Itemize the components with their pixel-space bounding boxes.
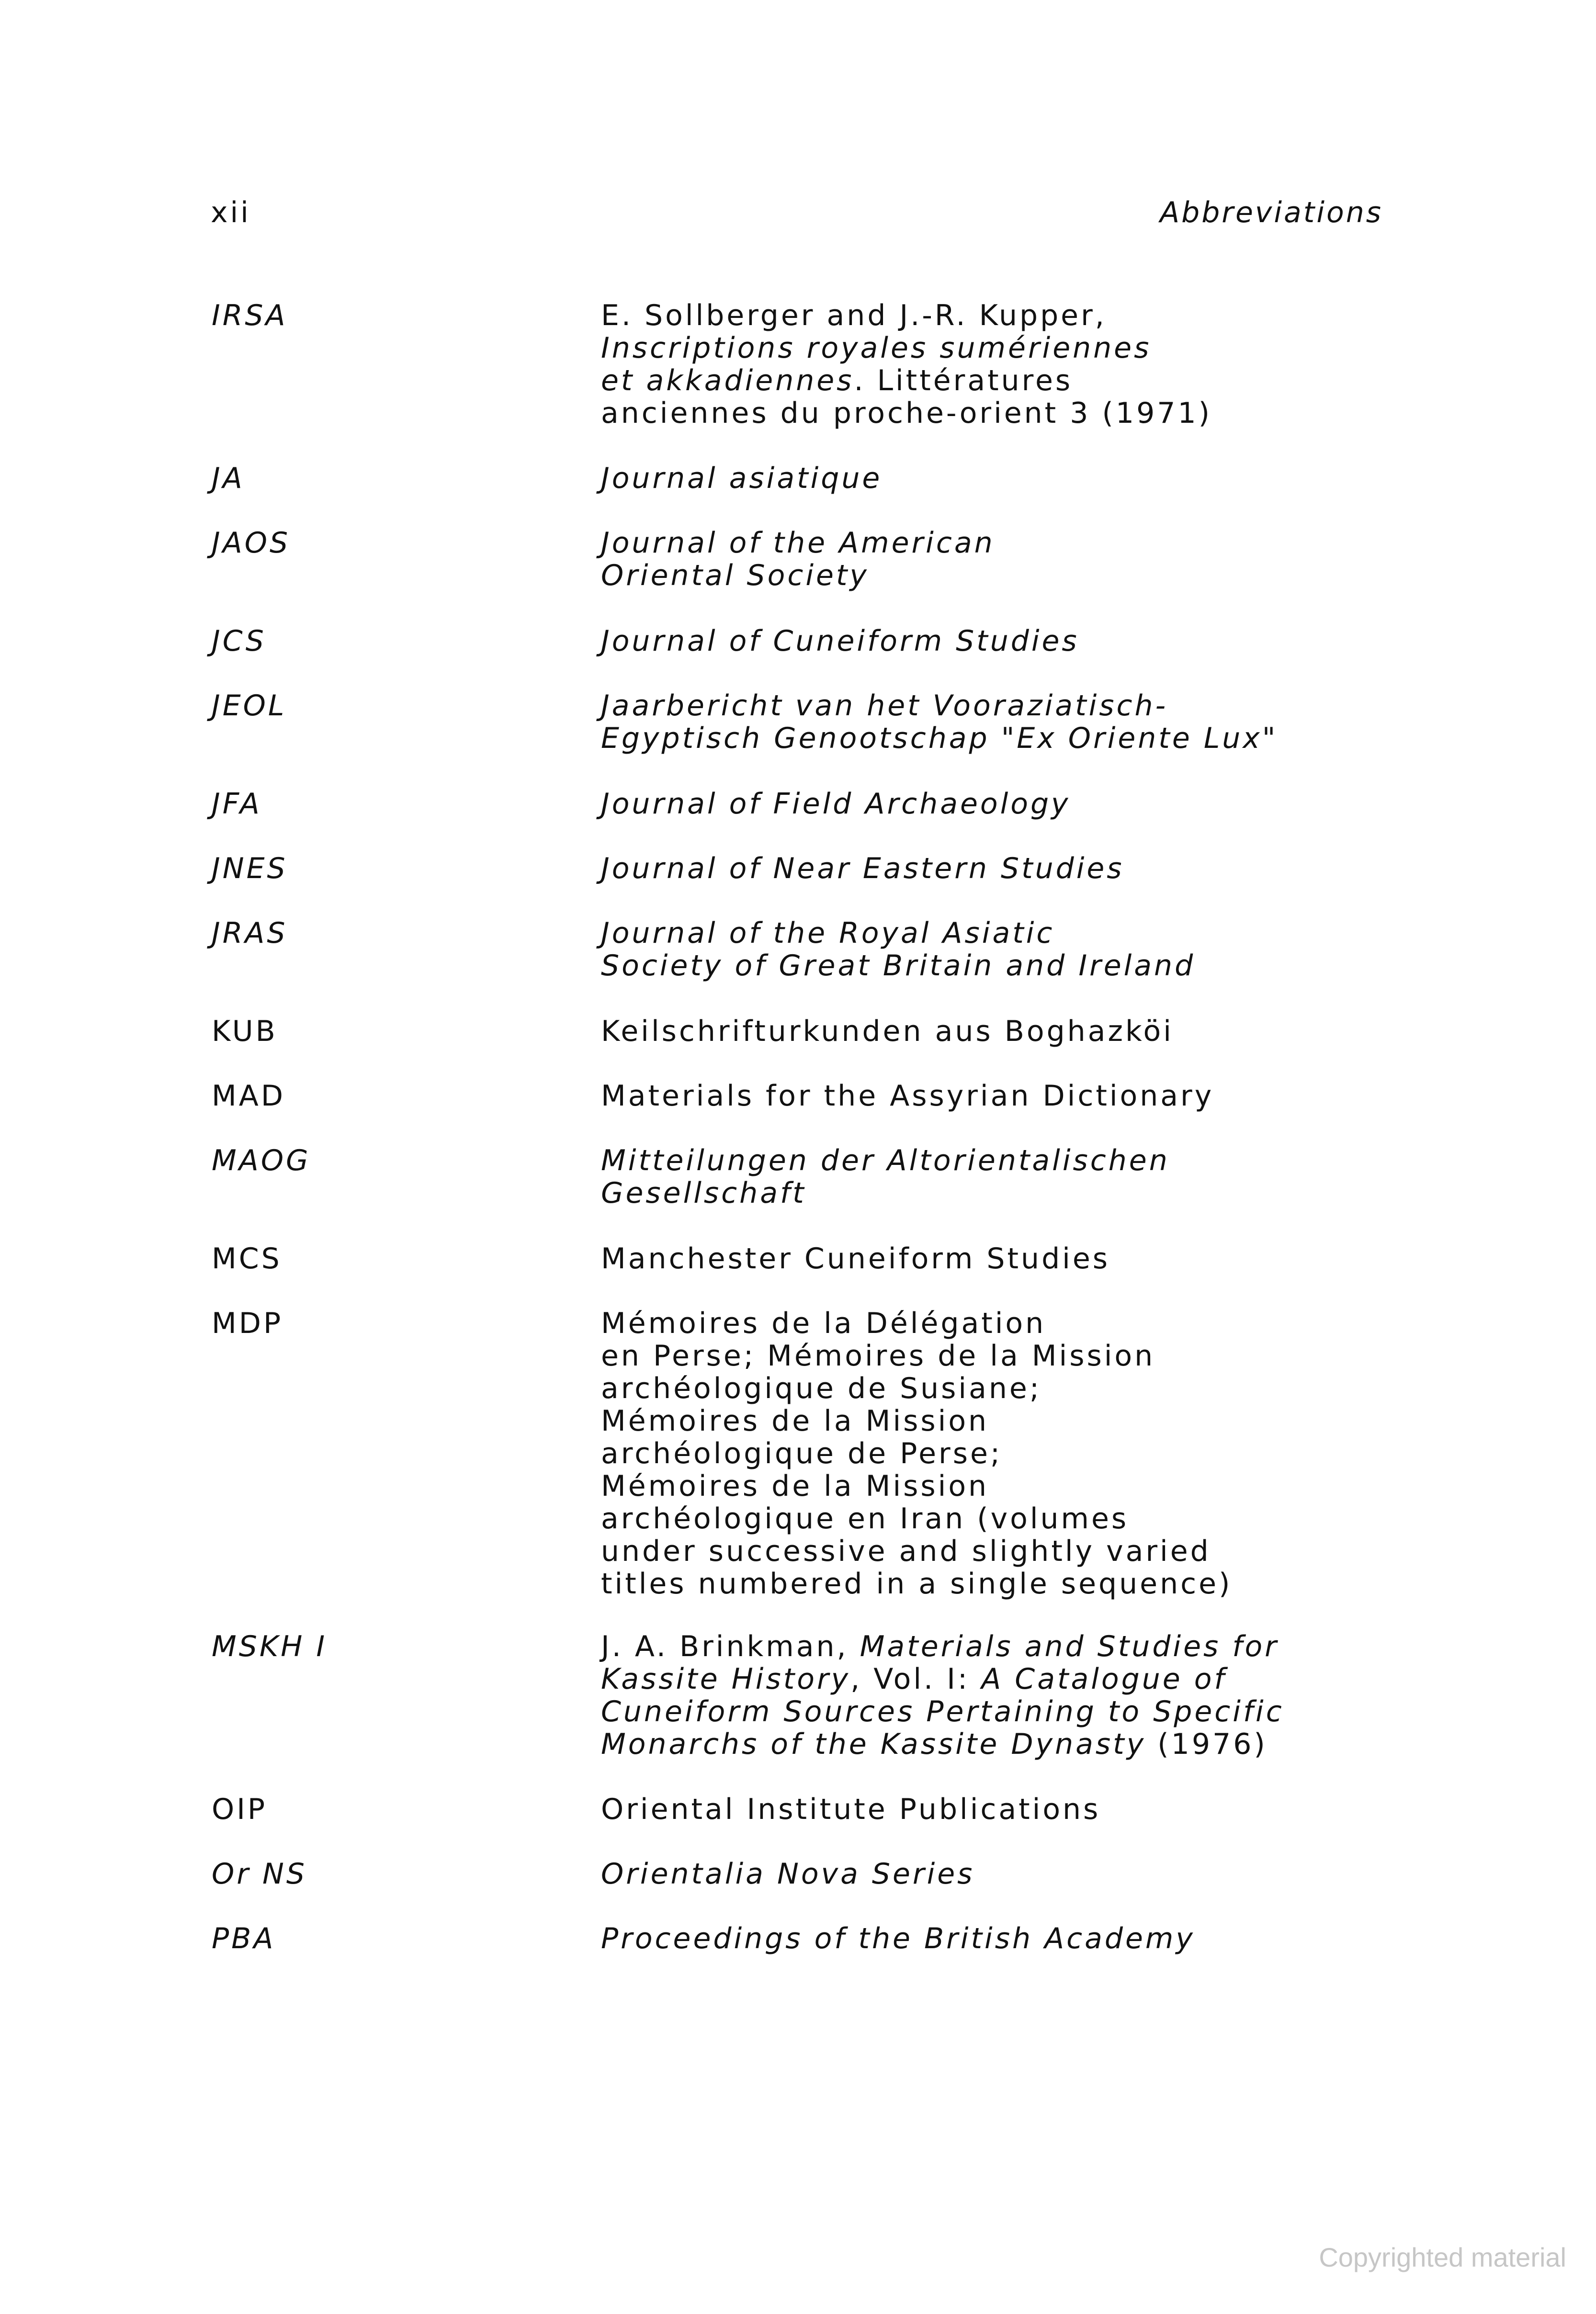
roman-text: Materials for the Assyrian Dictionary — [601, 1079, 1214, 1113]
abbreviation-term: JNES — [212, 852, 288, 885]
abbreviation-definition — [601, 1630, 1463, 1761]
definition-line — [601, 1144, 1463, 1177]
definition-line — [601, 364, 1463, 397]
abbreviation-term: MAD — [212, 1079, 286, 1113]
definition-line — [601, 722, 1463, 755]
definition-line — [601, 1858, 1463, 1890]
abbreviation-definition — [601, 1307, 1463, 1600]
italic-text: Journal asiatique — [601, 462, 883, 495]
roman-text: archéologique de Perse; — [601, 1437, 1003, 1470]
definition-line — [601, 1695, 1463, 1728]
page-number: xii — [211, 196, 251, 229]
italic-text: Proceedings of the British Academy — [601, 1922, 1195, 1955]
italic-text: Egyptisch Genootschap "Ex Oriente Lux" — [601, 722, 1278, 755]
italic-text: Journal of Near Eastern Studies — [601, 852, 1124, 885]
abbreviation-definition — [601, 1922, 1463, 1955]
abbreviation-definition — [601, 1242, 1463, 1275]
italic-text: Journal of the Royal Asiatic — [601, 916, 1055, 950]
definition-line — [601, 1372, 1463, 1405]
italic-text: Journal of Cuneiform Studies — [601, 624, 1079, 658]
italic-text: Orientalia Nova Series — [601, 1857, 975, 1891]
definition-line — [601, 462, 1463, 495]
roman-text: Manchester Cuneiform Studies — [601, 1242, 1110, 1276]
abbreviation-definition — [601, 299, 1463, 429]
abbreviation-definition — [601, 462, 1463, 495]
roman-text: , Vol. I: — [850, 1662, 982, 1696]
roman-text: anciennes du proche-orient 3 (1971) — [601, 396, 1212, 430]
definition-line — [601, 852, 1463, 885]
definition-line — [601, 1568, 1463, 1600]
definition-line — [601, 1502, 1463, 1535]
definition-line — [601, 1728, 1463, 1761]
roman-text: under successive and slightly varied — [601, 1535, 1211, 1568]
roman-text: Keilschrifturkunden aus Boghazköi — [601, 1015, 1174, 1048]
definition-line — [601, 1437, 1463, 1470]
abbreviation-term: JEOL — [212, 689, 287, 722]
italic-text: Cuneiform Sources Pertaining to Specific — [601, 1695, 1284, 1728]
definition-line — [601, 917, 1463, 949]
italic-text: et akkadiennes — [601, 364, 854, 397]
italic-text: Society of Great Britain and Ireland — [601, 949, 1196, 982]
running-title: Abbreviations — [1160, 196, 1383, 229]
definition-line — [601, 1177, 1463, 1209]
definition-line — [601, 1307, 1463, 1340]
definition-line — [601, 527, 1463, 559]
definition-line — [601, 1242, 1463, 1275]
abbreviation-term: MDP — [212, 1307, 283, 1340]
abbreviation-term: KUB — [212, 1015, 278, 1048]
abbreviation-term: MCS — [212, 1242, 282, 1276]
abbreviation-definition — [601, 1144, 1463, 1209]
roman-text: (1976) — [1146, 1727, 1268, 1761]
roman-text: titles numbered in a single sequence) — [601, 1567, 1233, 1601]
roman-text: archéologique en Iran (volumes — [601, 1502, 1129, 1535]
abbreviation-definition — [601, 1080, 1463, 1112]
italic-text: Kassite History — [601, 1662, 851, 1696]
abbreviation-term: IRSA — [212, 299, 288, 332]
definition-line — [601, 1535, 1463, 1568]
definition-line — [601, 397, 1463, 429]
abbreviation-term: JA — [212, 462, 245, 495]
definition-line — [601, 332, 1463, 364]
abbreviation-definition — [601, 689, 1463, 755]
abbreviation-definition — [601, 1858, 1463, 1890]
abbreviation-definition — [601, 788, 1463, 820]
abbreviation-term: OIP — [212, 1793, 268, 1826]
italic-text: Journal of Field Archaeology — [601, 787, 1071, 821]
italic-text: Jaarbericht van het Vooraziatisch- — [601, 689, 1168, 722]
abbreviation-term: JAOS — [212, 526, 291, 560]
roman-text: . Littératures — [854, 364, 1073, 397]
definition-line — [601, 1080, 1463, 1112]
abbreviation-term: JRAS — [212, 916, 288, 950]
roman-text: Mémoires de la Mission — [601, 1404, 989, 1438]
italic-text: Mitteilungen der Altorientalischen — [601, 1144, 1170, 1177]
abbreviation-term: JCS — [212, 624, 266, 658]
italic-text: Monarchs of the Kassite Dynasty — [601, 1727, 1146, 1761]
copyright-watermark: Copyrighted material — [1319, 2242, 1566, 2272]
roman-text: J. A. Brinkman, — [601, 1630, 860, 1663]
definition-line — [601, 1470, 1463, 1502]
roman-text: en Perse; Mémoires de la Mission — [601, 1339, 1155, 1373]
definition-line — [601, 949, 1463, 982]
definition-line — [601, 1630, 1463, 1663]
abbreviation-definition — [601, 527, 1463, 592]
abbreviation-definition — [601, 917, 1463, 982]
italic-text: A Catalogue of — [981, 1662, 1227, 1696]
definition-line — [601, 559, 1463, 592]
definition-line — [601, 1793, 1463, 1826]
abbreviation-definition — [601, 852, 1463, 885]
italic-text: Inscriptions royales sumériennes — [601, 331, 1152, 365]
italic-text: Materials and Studies for — [860, 1630, 1279, 1663]
abbreviation-term: JFA — [212, 787, 262, 821]
definition-line — [601, 1922, 1463, 1955]
abbreviation-definition — [601, 625, 1463, 657]
abbreviation-term: Or NS — [212, 1857, 307, 1891]
definition-line — [601, 1663, 1463, 1695]
roman-text: Oriental Institute Publications — [601, 1793, 1101, 1826]
italic-text: Gesellschaft — [601, 1176, 806, 1210]
abbreviation-term: MSKH I — [212, 1630, 328, 1663]
roman-text: Mémoires de la Mission — [601, 1469, 989, 1503]
italic-text: Oriental Society — [601, 559, 869, 592]
abbreviation-definition — [601, 1015, 1463, 1048]
definition-line — [601, 689, 1463, 722]
definition-line — [601, 1015, 1463, 1048]
roman-text: Mémoires de la Délégation — [601, 1307, 1046, 1340]
definition-line — [601, 788, 1463, 820]
roman-text: E. Sollberger and J.-R. Kupper, — [601, 299, 1107, 332]
abbreviation-definition — [601, 1793, 1463, 1826]
definition-line — [601, 625, 1463, 657]
definition-line — [601, 299, 1463, 332]
italic-text: Journal of the American — [601, 526, 995, 560]
roman-text: archéologique de Susiane; — [601, 1372, 1042, 1405]
abbreviation-term: MAOG — [212, 1144, 311, 1177]
definition-line — [601, 1405, 1463, 1437]
abbreviation-term: PBA — [212, 1922, 276, 1955]
definition-line — [601, 1340, 1463, 1372]
